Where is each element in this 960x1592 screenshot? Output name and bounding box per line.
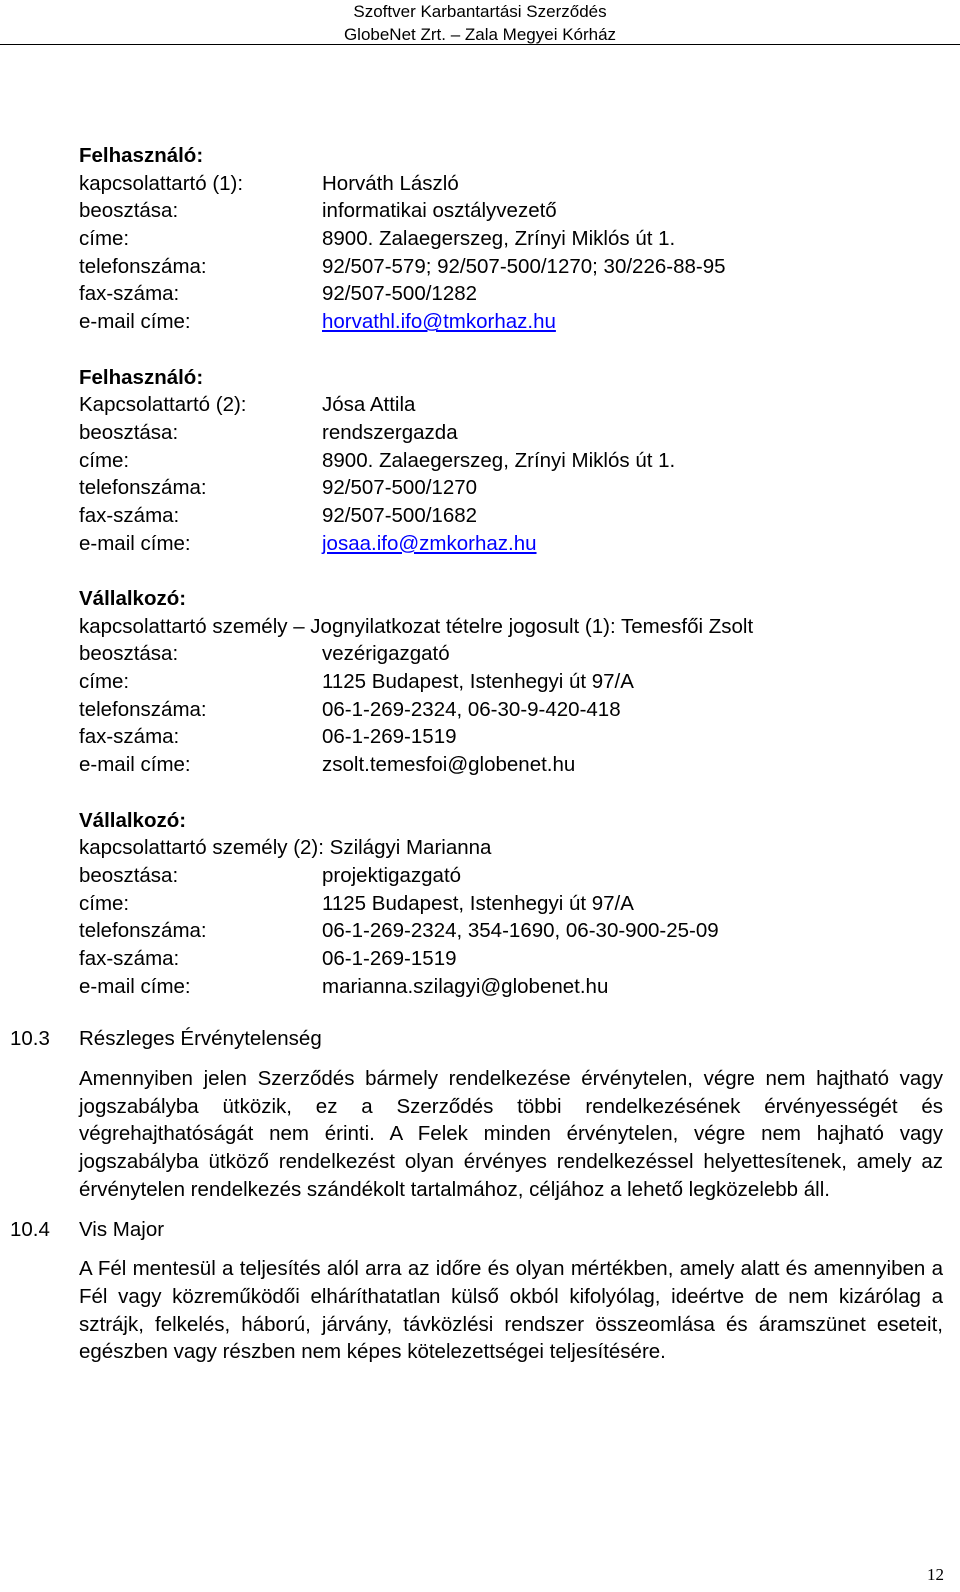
contact-row: fax-száma: 06-1-269-1519 (79, 725, 457, 749)
section-number: 10.3 (10, 1027, 50, 1051)
contact-row: telefonszáma: 92/507-579; 92/507-500/1270; 30/226-88-95 (79, 254, 726, 278)
contact-row: fax-száma: 06-1-269-1519 (79, 946, 457, 970)
contact-row: e-mail címe: marianna.szilagyi@globenet.hu (79, 974, 609, 998)
contact-row: telefonszáma: 92/507-500/1270 (79, 476, 478, 500)
header-title: Szoftver Karbantartási Szerződés (353, 2, 607, 21)
contact-block-user-1 (79, 142, 951, 336)
contact-block-contractor-2 (79, 807, 951, 1001)
section-title (10, 1025, 951, 1053)
contact-row: e-mail címe: josaa.ifo@zmkorhaz.hu (79, 530, 951, 558)
contact-row: beosztása: projektigazgató (79, 863, 462, 887)
contact-row: beosztása: vezérigazgató (79, 642, 450, 666)
contact-row: telefonszáma: 06-1-269-2324, 354-1690, 06-30-900-25-09 (79, 919, 719, 943)
contact-row: fax-száma: 92/507-500/1282 (79, 282, 478, 306)
contact-row: Kapcsolattartó (2): Jósa Attila (79, 393, 416, 417)
contact-block-user-2 (79, 364, 951, 558)
document-body (10, 142, 951, 1366)
section-title (10, 1216, 951, 1244)
header-parties: GlobeNet Zrt. – Zala Megyei Kórház (343, 25, 617, 44)
email-link[interactable]: horvathl.ifo@tmkorhaz.hu (322, 310, 556, 334)
contact-row: e-mail címe: horvathl.ifo@tmkorhaz.hu (79, 308, 951, 336)
contact-row: beosztása: rendszergazda (79, 420, 458, 444)
contact-row: e-mail címe: zsolt.temesfoi@globenet.hu (79, 753, 576, 777)
contact-heading: Felhasználó: (79, 365, 204, 389)
section-heading: Részleges Érvénytelenség (79, 1027, 322, 1051)
contact-block-contractor-1 (79, 585, 951, 779)
contact-row: telefonszáma: 06-1-269-2324, 06-30-9-420-418 (79, 697, 621, 721)
contact-intro: kapcsolattartó személy – Jognyilatkozat tételre jogosult (1): Temesfői Zsolt (79, 614, 754, 638)
contact-heading: Felhasználó: (79, 144, 204, 167)
contact-row: fax-száma: 92/507-500/1682 (79, 503, 478, 527)
page-number: 12 (927, 1565, 944, 1584)
section-paragraph: A Fél mentesül a teljesítés alól arra az időre és olyan mértékben, amely alatt és amennyiben a Fél vagy közreműködői elháríthatatlan külső okból kifolyólag, ideértve de nem kizárólag a sztrájk, felkelés, háború, járvány, távközlési rendszer összeomlása és áramszünet eseteit, egészben vagy részben nem képes kötelezettségei teljesítésére. (79, 1257, 943, 1364)
contact-row: beosztása: informatikai osztályvezető (79, 199, 557, 223)
contact-row: címe: 1125 Budapest, Istenhegyi út 97/A (79, 891, 634, 915)
contact-row: kapcsolattartó (1): Horváth László (79, 171, 459, 195)
contact-row: címe: 8900. Zalaegerszeg, Zrínyi Miklós út 1. (79, 448, 676, 472)
section-number: 10.4 (10, 1217, 50, 1241)
page-header (0, 0, 960, 46)
section-paragraph: Amennyiben jelen Szerződés bármely rendelkezése érvénytelen, végre nem hajtható vagy jogszabályba ütközik, ez a Szerződés többi rendelkezésének érvényességét és végrehajthatóságát nem érinti. A Felek minden érvénytelen, végre nem hajható vagy jogszabályba ütköző rendelkezést olyan érvényes rendelkezéssel helyettesítenek, amely az érvénytelen rendelkezés szándékolt tartalmához, céljához a lehető legközelebb áll. (79, 1067, 943, 1201)
contact-row: címe: 8900. Zalaegerszeg, Zrínyi Miklós út 1. (79, 227, 676, 251)
section-force-majeure (10, 1216, 951, 1367)
email-link[interactable]: josaa.ifo@zmkorhaz.hu (322, 531, 537, 555)
section-partial-invalidity (10, 1025, 951, 1203)
contact-row: címe: 1125 Budapest, Istenhegyi út 97/A (79, 670, 634, 694)
contact-intro: kapcsolattartó személy (2): Szilágyi Marianna (79, 836, 492, 860)
contact-heading: Vállalkozó: (79, 808, 187, 832)
header-rule (0, 44, 960, 45)
contact-heading: Vállalkozó: (79, 587, 187, 610)
section-heading: Vis Major (79, 1217, 165, 1241)
